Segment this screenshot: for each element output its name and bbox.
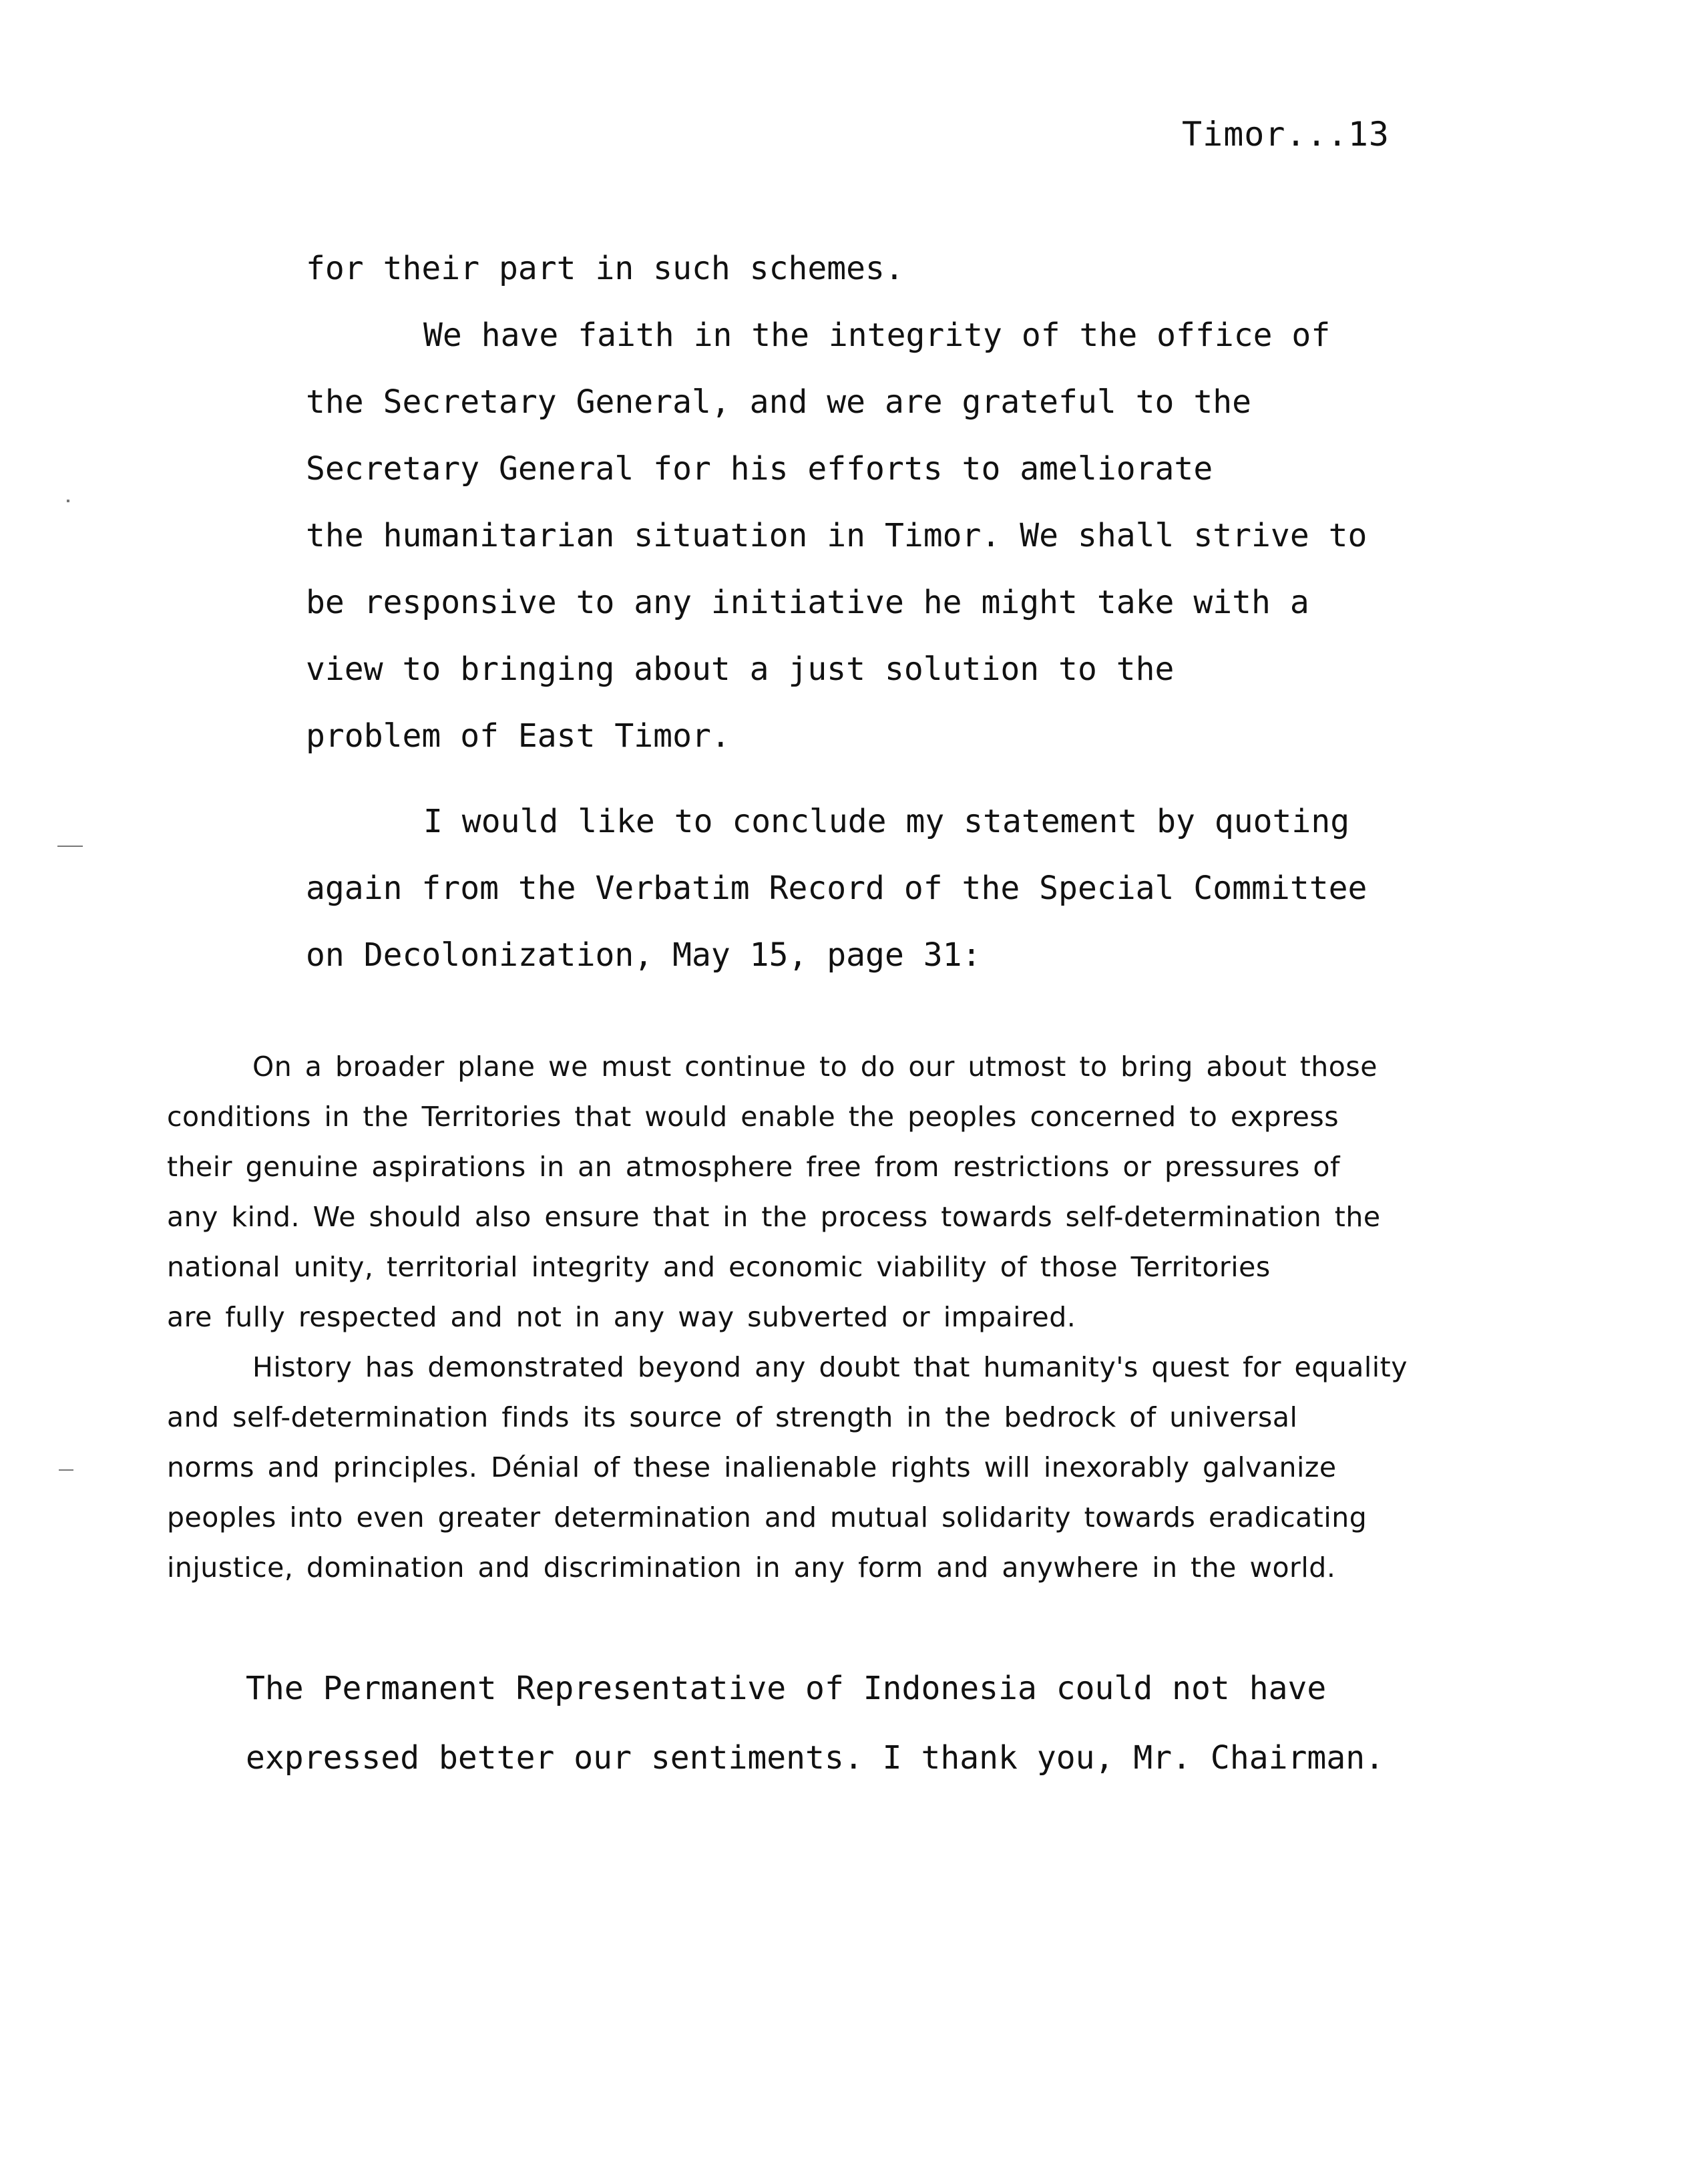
quote-line: their genuine aspirations in an atmosphere free from restrictions or pressures of xyxy=(167,1151,1340,1183)
margin-mark xyxy=(57,846,83,847)
text-line: problem of East Timor. xyxy=(306,717,730,755)
text-line: be responsive to any initiative he might take with a xyxy=(306,584,1309,621)
quote-line: are fully respected and not in any way subverted or impaired. xyxy=(167,1301,1076,1333)
quote-line: History has demonstrated beyond any doubt that humanity's quest for equality xyxy=(252,1351,1408,1383)
text-line: I would like to conclude my statement by quoting xyxy=(423,803,1350,840)
paragraph-faith xyxy=(306,317,1367,784)
block-quote xyxy=(167,1042,1582,1593)
quote-line: conditions in the Territories that would enable the peoples concerned to express xyxy=(167,1101,1339,1133)
text-line: the humanitarian situation in Timor. We shall strive to xyxy=(306,517,1367,554)
quote-line: and self-determination finds its source of strength in the bedrock of universal xyxy=(167,1401,1298,1433)
page-header: Timor...13 xyxy=(1182,115,1390,154)
quote-paragraph xyxy=(167,1042,1582,1342)
text-line: The Permanent Representative of Indonesia could not have xyxy=(246,1670,1327,1707)
text-line: expressed better our sentiments. I thank you, Mr. Chairman. xyxy=(246,1739,1385,1777)
text-line: view to bringing about a just solution to the xyxy=(306,651,1175,688)
text-line: Secretary General for his efforts to ameliorate xyxy=(306,450,1213,488)
margin-mark xyxy=(67,500,69,502)
text-line: the Secretary General, and we are grateful to the xyxy=(306,383,1252,421)
text-line: on Decolonization, May 15, page 31: xyxy=(306,936,982,974)
quote-line: any kind. We should also ensure that in the process towards self-determination the xyxy=(167,1201,1381,1233)
quote-line: On a broader plane we must continue to do our utmost to bring about those xyxy=(252,1051,1378,1083)
closing-paragraph xyxy=(246,1670,1384,1809)
quote-line: injustice, domination and discrimination in any form and anywhere in the world. xyxy=(167,1552,1336,1584)
margin-mark xyxy=(59,1469,73,1471)
quote-line: national unity, territorial integrity and economic viability of those Territories xyxy=(167,1251,1271,1283)
quote-paragraph xyxy=(167,1342,1582,1593)
text-line: We have faith in the integrity of the office of xyxy=(423,317,1331,354)
paragraph-conclusion xyxy=(306,803,1367,1003)
quote-line: norms and principles. Dénial of these inalienable rights will inexorably galvanize xyxy=(167,1451,1337,1483)
quote-line: peoples into even greater determination and mutual solidarity towards eradicating xyxy=(167,1501,1367,1533)
text-line: again from the Verbatim Record of the Special Committee xyxy=(306,870,1367,907)
opening-line: for their part in such schemes. xyxy=(306,250,904,287)
